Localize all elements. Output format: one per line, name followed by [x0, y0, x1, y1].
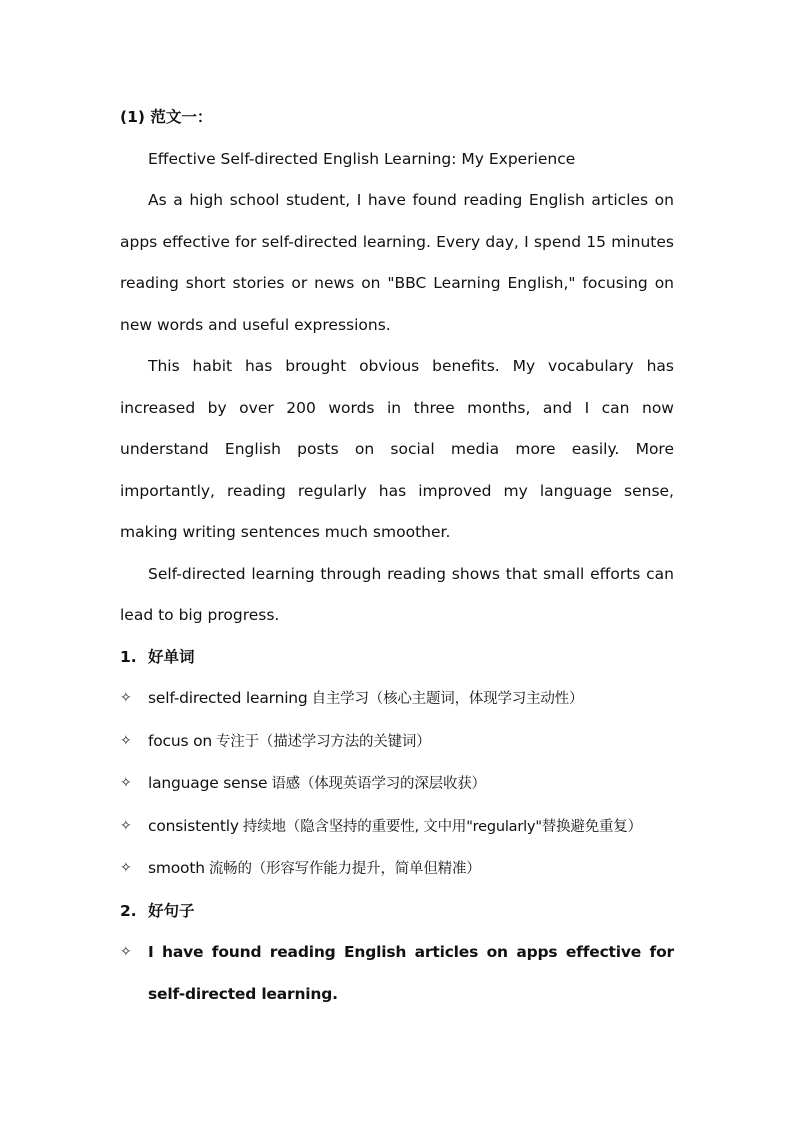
document-page	[120, 97, 674, 1015]
diamond-bullet-icon: ✧	[120, 860, 132, 876]
good-words-title: 好单词	[148, 647, 195, 666]
good-sentences-number: 2.	[120, 901, 137, 920]
good-words-heading	[120, 637, 674, 679]
diamond-bullet-icon: ✧	[120, 732, 132, 749]
word-item	[120, 678, 674, 721]
word-item	[120, 848, 674, 891]
essay-paragraph-3: Self-directed learning through reading shows that small efforts can lead to big progress.	[120, 564, 674, 624]
diamond-bullet-icon: ✧	[120, 690, 132, 706]
good-words-number: 1.	[120, 647, 137, 666]
diamond-bullet-icon: ✧	[120, 817, 132, 834]
good-sentences-heading	[120, 891, 674, 933]
word-item	[120, 763, 674, 806]
word-term: self-directed learning	[148, 689, 308, 707]
word-gloss: 专注于（描述学习方法的关键词）	[216, 733, 431, 750]
good-sentences-title: 好句子	[148, 901, 195, 920]
word-term: consistently	[148, 816, 239, 835]
essay-paragraph-2: This habit has brought obvious benefits. My vocabulary has increased by over 200 words in three months, and I can now understand English posts on social media more easily. More importantly, reading regularly has improved my language sense, making writing sentences much smoother.	[120, 357, 674, 541]
word-term: focus on	[148, 731, 212, 750]
essay-title: Effective Self-directed English Learning: My Experience	[148, 149, 576, 168]
diamond-bullet-icon: ✧	[120, 775, 132, 791]
diamond-bullet-icon: ✧	[120, 944, 132, 960]
word-gloss: 自主学习（核心主题词，体现学习主动性）	[311, 691, 584, 707]
sentence-item	[120, 932, 674, 1015]
word-term: language sense	[148, 774, 268, 792]
word-item	[120, 721, 674, 764]
word-gloss: 流畅的（形容写作能力提升，简单但精准）	[208, 861, 481, 877]
word-gloss: 语感（体现英语学习的深层收获）	[271, 776, 486, 792]
word-item	[120, 806, 674, 849]
sentence-text: I have found reading English articles on apps effective for self-directed learning.	[148, 943, 674, 1003]
section-heading: (1) 范文一：	[120, 108, 213, 126]
word-gloss: 持续地（隐含坚持的重要性, 文中用"regularly"替换避免重复）	[242, 818, 642, 835]
essay-paragraph-1: As a high school student, I have found reading English articles on apps effective for self-directed learning. Every day, I spend 15 minutes reading short stories or news on "BBC Learning English," focusing on new words and useful expressions.	[120, 191, 674, 334]
word-term: smooth	[148, 859, 205, 877]
